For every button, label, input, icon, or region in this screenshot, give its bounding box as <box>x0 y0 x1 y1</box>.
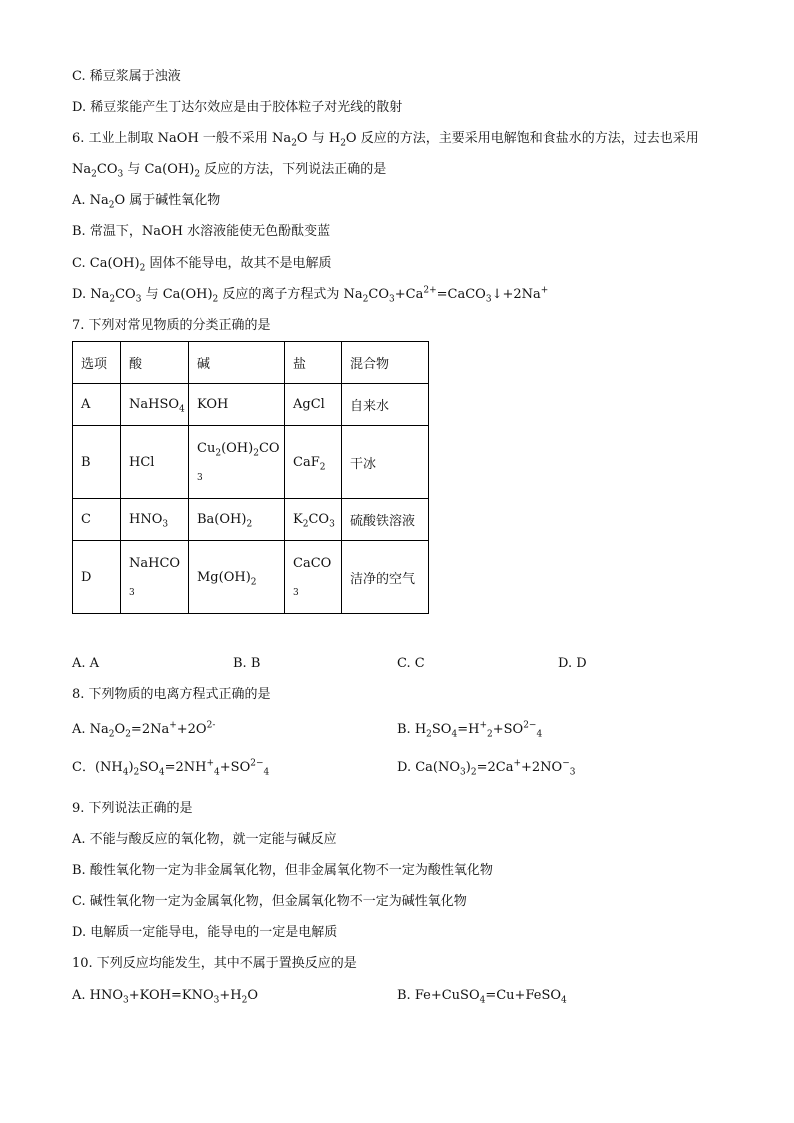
q8-option-a: A. $Na_2O_2=2Na^++2O^{2-}$ <box>72 720 216 740</box>
q8-option-d: D. $Ca(NO_3)_2=2Ca^++2NO^-_3$ <box>397 758 576 778</box>
header-acid: 酸 <box>121 342 189 384</box>
cell-acid: $HNO_3$ <box>121 499 189 541</box>
table-header-row <box>73 342 429 384</box>
q5-option-c: C. 稀豆浆属于浊液 <box>72 69 181 84</box>
table-row <box>73 499 429 541</box>
cell-salt: CaCO 3 <box>285 541 342 614</box>
q9-stem: 9. 下列说法正确的是 <box>72 801 193 816</box>
q9-option-a: A. 不能与酸反应的氧化物，就一定能与碱反应 <box>72 832 337 847</box>
q7-option-b: B. B <box>233 656 261 671</box>
header-mixture: 混合物 <box>342 342 429 384</box>
header-base: 碱 <box>189 342 285 384</box>
cell-acid: HCl <box>121 426 189 499</box>
cell-base: $Ba(OH)_2$ <box>189 499 285 541</box>
q6-stem-line1: 6. 工业上制取 NaOH 一般不采用 $Na_2O$ 与 $H_2O$ 反应的方法，主要采用电解饱和食盐水的方法，过去也采用 <box>72 131 699 149</box>
header-salt: 盐 <box>285 342 342 384</box>
cell-option: C <box>73 499 121 541</box>
q6-option-c: C. $Ca(OH)_2$ 固体不能导电，故其不是电解质 <box>72 256 332 274</box>
cell-option: D <box>73 541 121 614</box>
cell-base: $Mg(OH)_2$ <box>189 541 285 614</box>
q8-option-b: B. $H_2SO_4=H^+_2+SO^{2-}_4$ <box>397 720 543 740</box>
q9-option-b: B. 酸性氧化物一定为非金属氧化物，但非金属氧化物不一定为酸性氧化物 <box>72 863 493 878</box>
q8-option-c: C．$(NH_4)_2SO_4=2NH^+_4+SO^{2-}_4$ <box>72 758 270 778</box>
q6-option-b: B. 常温下，NaOH 水溶液能使无色酚酞变蓝 <box>72 224 331 239</box>
q10-option-b: B. Fe+CuSO$_4$=Cu+FeSO$_4$ <box>397 988 567 1006</box>
cell-base: KOH <box>189 384 285 426</box>
cell-mixture: 干冰 <box>342 426 429 499</box>
cell-mixture: 硫酸铁溶液 <box>342 499 429 541</box>
q8-stem: 8. 下列物质的电离方程式正确的是 <box>72 687 271 702</box>
q10-stem: 10. 下列反应均能发生，其中不属于置换反应的是 <box>72 956 357 971</box>
table-row <box>73 541 429 614</box>
q6-option-d: D. $Na_2CO_3$ 与 $Ca(OH)_2$ 反应的离子方程式为 $Na_2CO_3+Ca^{2+}=CaCO_3↓+2Na^+$ <box>72 285 549 305</box>
q9-option-d: D. 电解质一定能导电，能导电的一定是电解质 <box>72 925 338 940</box>
q6-stem-line2: $Na_2CO_3$ 与 $Ca(OH)_2$ 反应的方法，下列说法正确的是 <box>72 162 387 180</box>
q5-option-d: D. 稀豆浆能产生丁达尔效应是由于胶体粒子对光线的散射 <box>72 100 403 115</box>
cell-option: B <box>73 426 121 499</box>
q7-option-c: C. C <box>397 656 425 671</box>
q9-option-c: C. 碱性氧化物一定为金属氧化物，但金属氧化物不一定为碱性氧化物 <box>72 894 467 909</box>
q7-option-d: D. D <box>558 656 587 671</box>
q6-option-a: A. $Na_2O$ 属于碱性氧化物 <box>72 193 221 211</box>
cell-mixture: 自来水 <box>342 384 429 426</box>
q7-option-a: A. A <box>72 656 100 671</box>
cell-salt: AgCl <box>285 384 342 426</box>
cell-salt: $K_2CO_3$ <box>285 499 342 541</box>
cell-mixture: 洁净的空气 <box>342 541 429 614</box>
header-option: 选项 <box>73 342 121 384</box>
q10-option-a: A. $HNO_3+KOH=KNO_3+H_2O$ <box>72 988 259 1006</box>
cell-option: A <box>73 384 121 426</box>
table-row <box>73 384 429 426</box>
q7-stem: 7. 下列对常见物质的分类正确的是 <box>72 318 271 333</box>
cell-base: $Cu_2(OH)_2CO$ 3 <box>189 426 285 499</box>
table-row <box>73 426 429 499</box>
cell-acid: NaHCO 3 <box>121 541 189 614</box>
cell-acid: NaHSO$_4$ <box>121 384 189 426</box>
cell-salt: CaF$_2$ <box>285 426 342 499</box>
classification-table <box>72 341 429 614</box>
